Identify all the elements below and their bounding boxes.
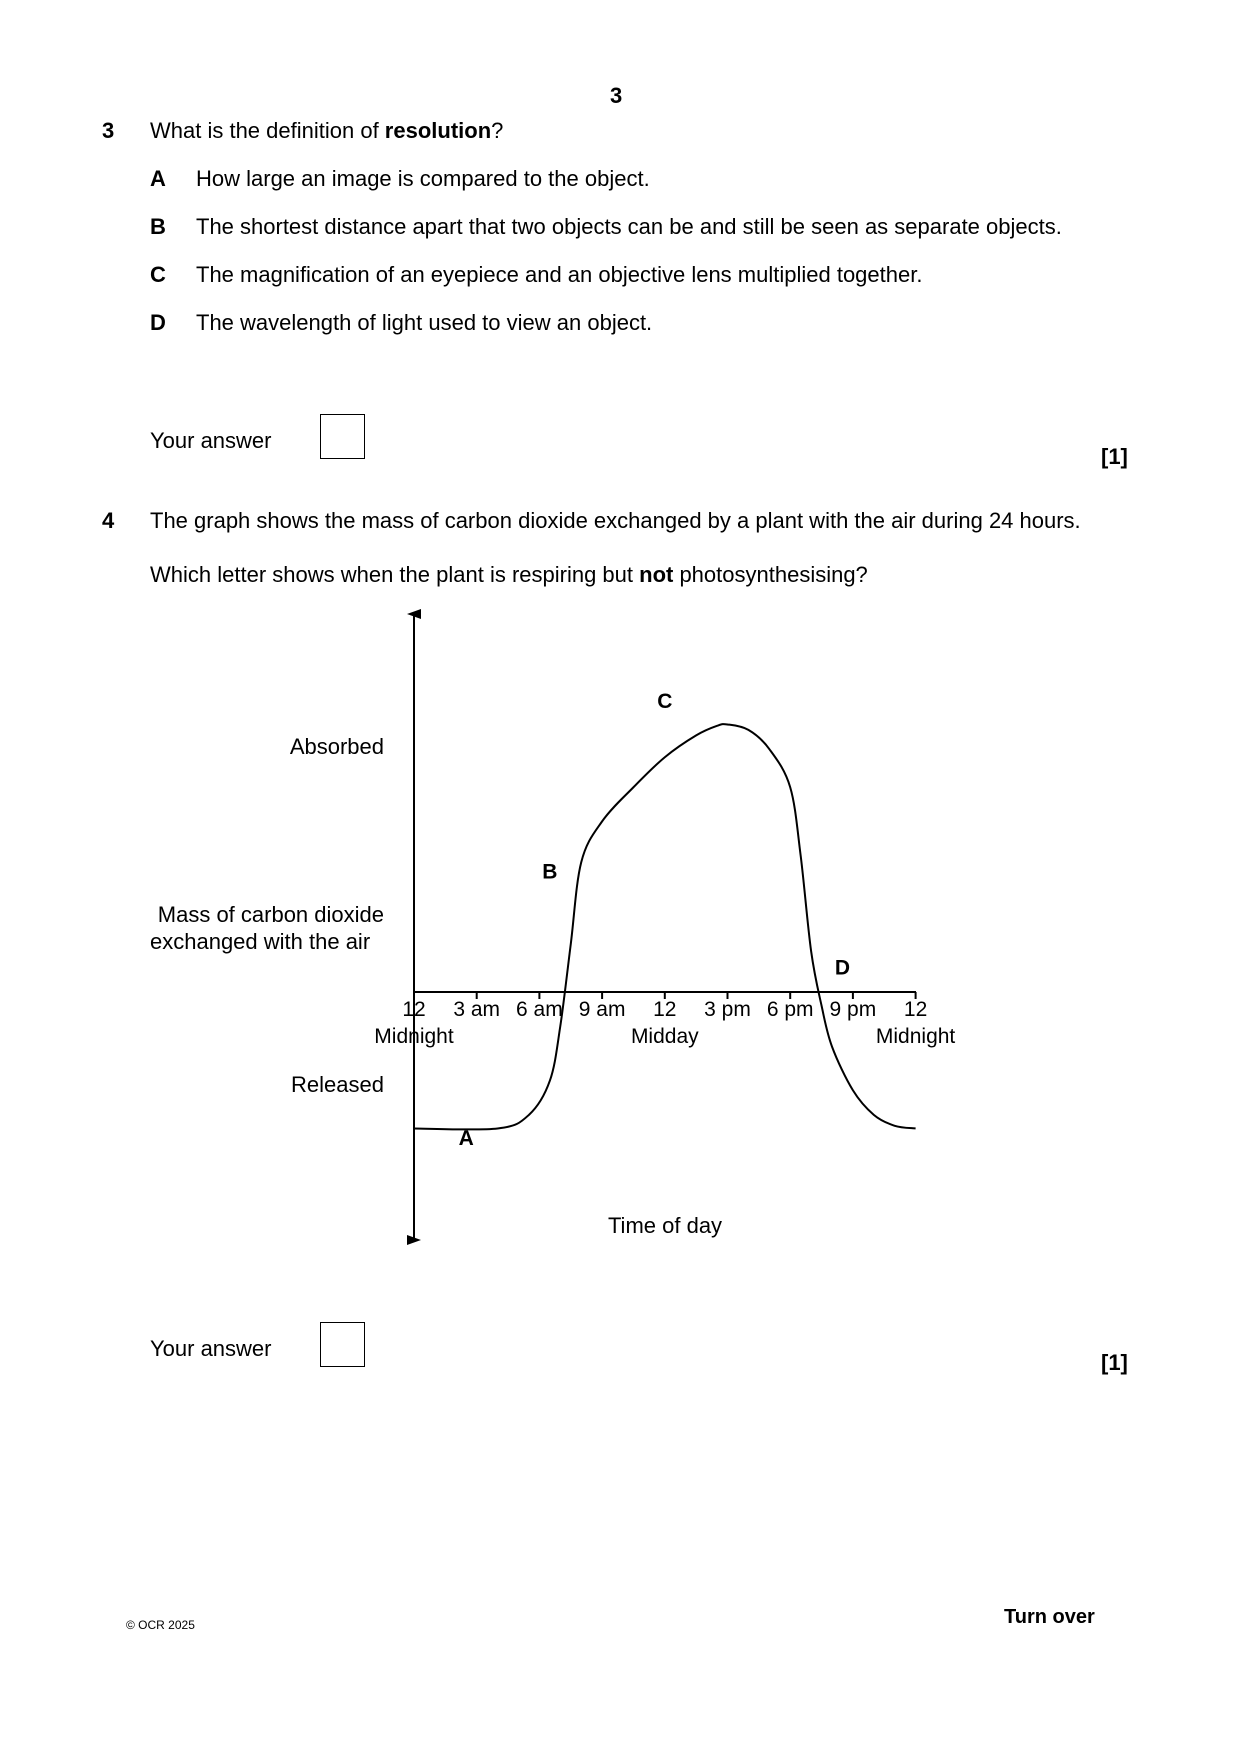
co2-exchange-graph [0, 600, 1241, 1300]
question-4-number: 4 [102, 508, 115, 533]
x-tick-label: 3 pm [704, 998, 751, 1021]
x-tick-label: 6 pm [766, 998, 814, 1021]
curve-point-label-b: B [542, 860, 558, 884]
y-label-released: Released [291, 1072, 384, 1097]
question-4-sub-text: Which letter shows when the plant is respiring but [150, 562, 640, 587]
x-tick-sublabel: Midnight [875, 1025, 956, 1048]
question-3-number: 3 [102, 118, 115, 143]
y-label-absorbed: Absorbed [289, 734, 384, 759]
q3-marks: [1] [1101, 444, 1128, 469]
y-label-title-line2: exchanged with the air [150, 929, 371, 954]
x-tick-label: 12 [903, 998, 928, 1021]
question-4-subquestion [150, 562, 868, 588]
curve-point-label-c: C [657, 690, 673, 714]
co2-curve [414, 724, 916, 1129]
q3-option-letter: C [150, 262, 166, 287]
x-tick-label: 9 pm [829, 998, 877, 1021]
q4-answer-box[interactable] [320, 1322, 365, 1367]
x-tick-label: 3 am [453, 998, 501, 1021]
q4-answer-label: Your answer [150, 1336, 272, 1361]
curve-point-label-d: D [834, 956, 851, 980]
x-tick-label: 12 [653, 998, 677, 1021]
question-4-stem: The graph shows the mass of carbon dioxide exchanged by a plant with the air during 24 hours. [150, 508, 1081, 533]
question-4-sub-bold: not [639, 562, 674, 587]
question-3-stem-end: ? [491, 118, 504, 143]
question-3-stem-bold: resolution [384, 118, 492, 143]
curve-point-label-a: A [458, 1126, 474, 1150]
page-number: 3 [610, 83, 623, 108]
x-tick-label: 6 am [516, 998, 563, 1021]
q3-option-letter: A [150, 166, 166, 191]
q3-option-text: The magnification of an eyepiece and an objective lens multiplied together. [196, 262, 923, 287]
turn-over: Turn over [1004, 1606, 1095, 1628]
x-tick-label: 12 [402, 998, 426, 1021]
question-3-stem [150, 118, 503, 144]
q3-answer-box[interactable] [320, 414, 365, 459]
x-tick-sublabel: Midnight [374, 1025, 454, 1048]
q3-option-text: The shortest distance apart that two objects can be and still be seen as separate objects. [196, 214, 1062, 239]
x-axis-title: Time of day [607, 1213, 723, 1238]
question-4-sub-end: photosynthesising? [673, 562, 868, 587]
q3-option-text: The wavelength of light used to view an object. [196, 310, 653, 335]
q3-answer-label: Your answer [150, 428, 272, 453]
question-3-stem-text: What is the definition of [150, 118, 385, 143]
q3-option-letter: B [150, 214, 166, 239]
x-tick-sublabel: Midday [630, 1025, 699, 1048]
q3-option-letter: D [150, 310, 166, 335]
x-tick-label: 9 am [578, 998, 626, 1021]
copyright-notice: © OCR 2025 [126, 1618, 195, 1632]
q4-marks: [1] [1101, 1350, 1128, 1375]
y-label-title-line1: Mass of carbon dioxide [157, 902, 384, 927]
q3-option-text: How large an image is compared to the object. [196, 166, 650, 191]
